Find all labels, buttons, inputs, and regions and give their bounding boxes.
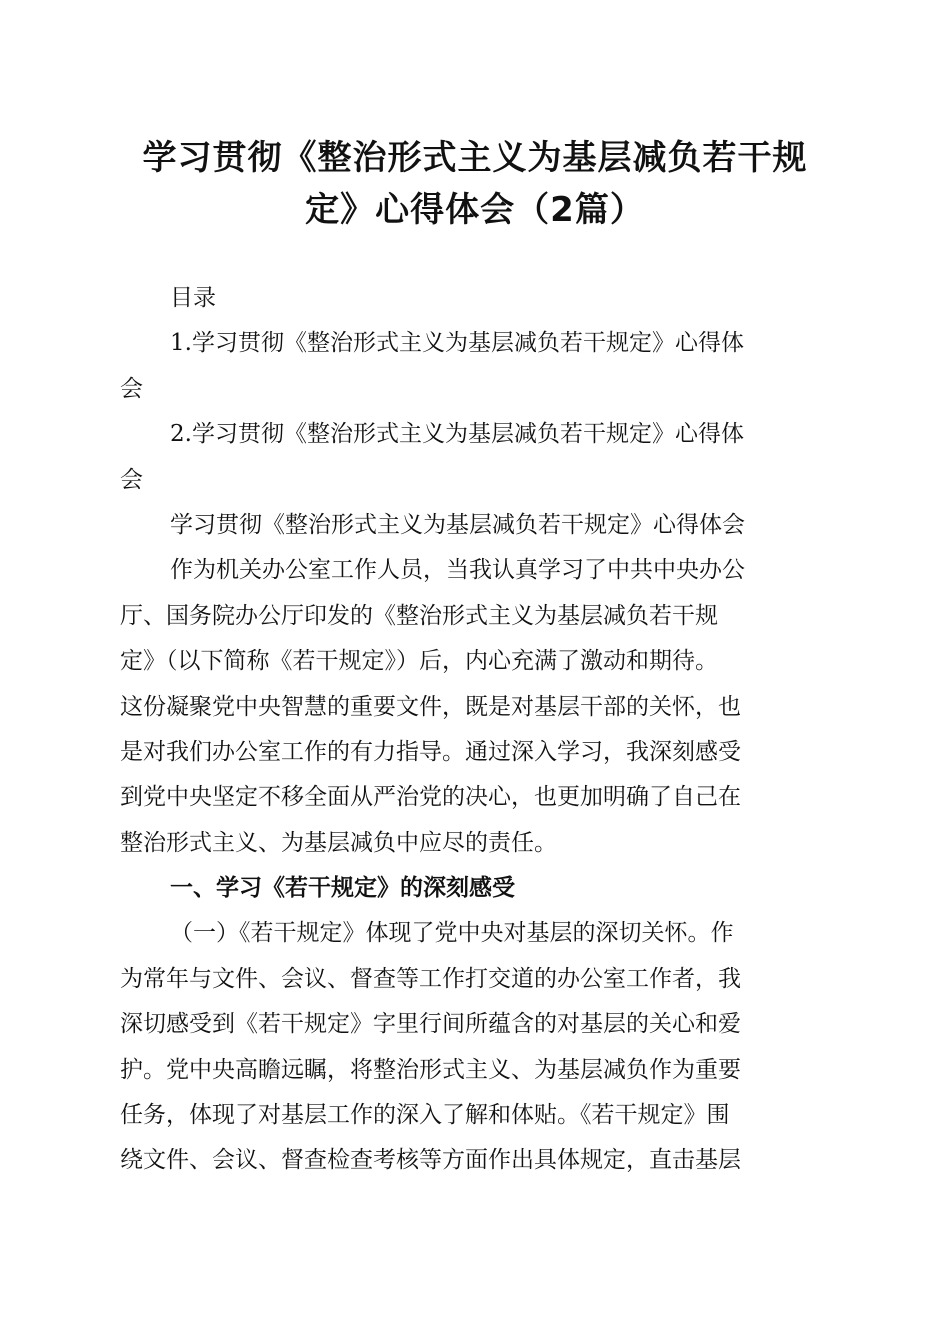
paragraph-line: 到党中央坚定不移全面从严治党的决心，也更加明确了自己在 [120, 784, 741, 811]
paragraph-line: 为常年与文件、会议、督查等工作打交道的办公室工作者，我 [120, 965, 741, 992]
toc-item-2-cont: 会 [120, 466, 143, 493]
paragraph-line: 厅、国务院办公厅印发的《整治形式主义为基层减负若干规 [120, 602, 718, 629]
paragraph-line: 深切感受到《若干规定》字里行间所蕴含的对基层的关心和爱 [120, 1011, 741, 1038]
title-line-2: 定》心得体会（2篇） [305, 190, 645, 230]
paragraph-line: 是对我们办公室工作的有力指导。通过深入学习，我深刻感受 [120, 738, 741, 765]
paragraph-line: （一）《若干规定》体现了党中央对基层的深切关怀。作 [170, 920, 734, 947]
paragraph-line: 这份凝聚党中央智慧的重要文件，既是对基层干部的关怀，也 [120, 693, 741, 720]
toc-item-1-cont: 会 [120, 375, 143, 402]
document-title [100, 132, 850, 236]
paragraph-line: 任务，体现了对基层工作的深入了解和体贴。《若干规定》围 [120, 1102, 730, 1129]
toc-item-1: 1.学习贯彻《整治形式主义为基层减负若干规定》心得体 [170, 330, 744, 357]
toc-label: 目录 [170, 285, 216, 311]
title-line-1: 学习贯彻《整治形式主义为基层减负若干规 [142, 138, 808, 178]
paragraph-line: 绕文件、会议、督查检查考核等方面作出具体规定，直击基层 [120, 1147, 741, 1174]
paragraph-line: 整治形式主义、为基层减负中应尽的责任。 [120, 829, 557, 856]
paragraph-line: 护。党中央高瞻远瞩，将整治形式主义、为基层减负作为重要 [120, 1056, 741, 1083]
document-body [120, 276, 832, 1184]
section-heading: 一、学习《若干规定》的深刻感受 [170, 875, 515, 902]
paragraph-line: 作为机关办公室工作人员，当我认真学习了中共中央办公 [170, 557, 745, 584]
paragraph-line: 定》（以下简称《若干规定》）后，内心充满了激动和期待。 [120, 648, 718, 675]
article-title: 学习贯彻《整治形式主义为基层减负若干规定》心得体会 [170, 511, 745, 538]
toc-item-2: 2.学习贯彻《整治形式主义为基层减负若干规定》心得体 [170, 421, 744, 448]
